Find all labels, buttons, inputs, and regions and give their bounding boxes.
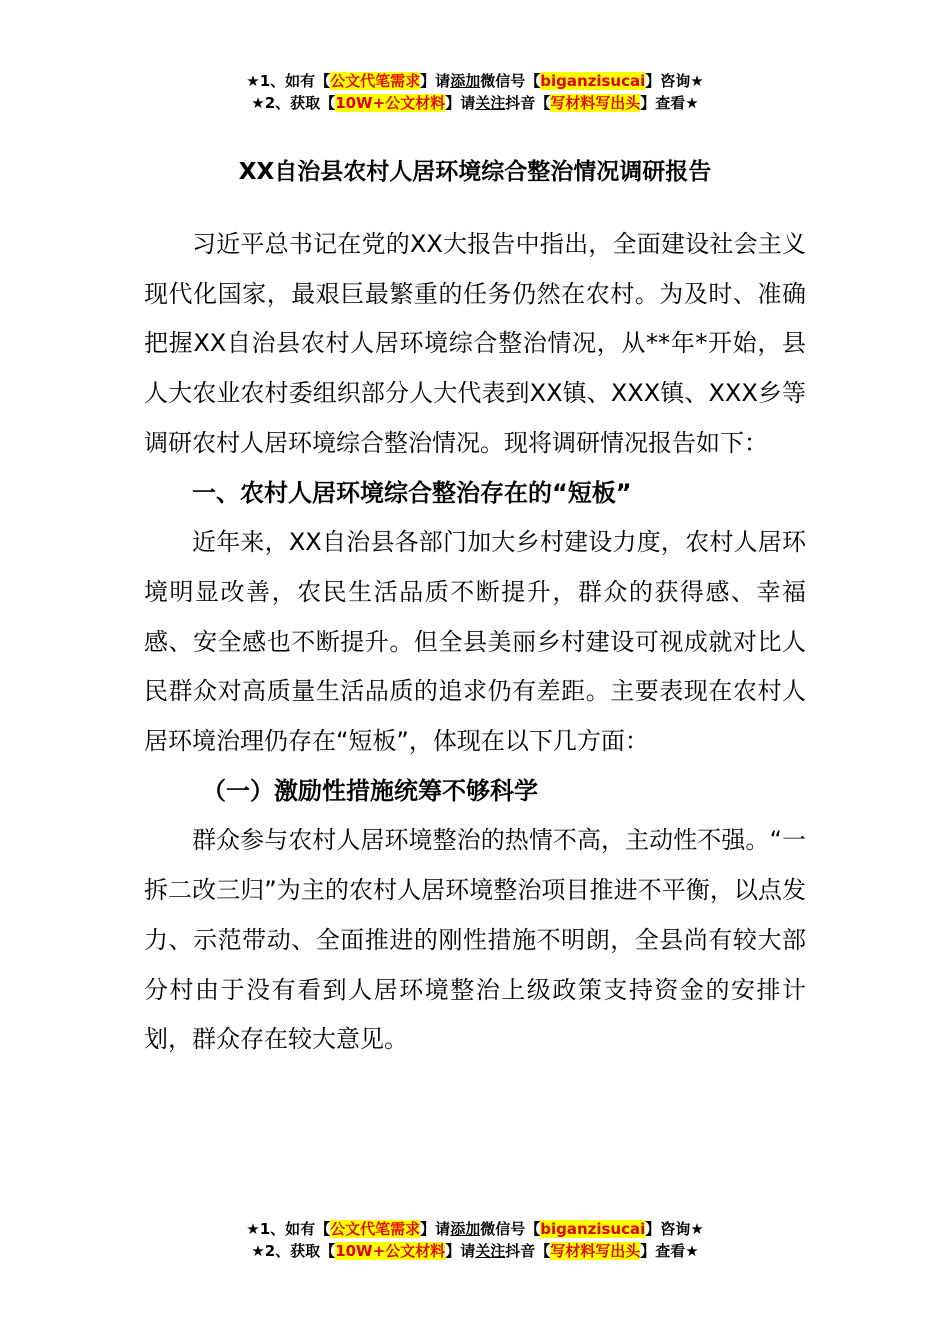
banner-line-1 (0, 70, 950, 92)
banner-highlight: 公文代笔需求 (330, 1220, 421, 1238)
banner-highlight: 10W+公文材料 (335, 94, 446, 112)
banner-text: 微信号【 (480, 1220, 541, 1238)
banner-line-2 (0, 1240, 950, 1262)
section-heading: 一、农村人居环境综合整治存在的“短板” (192, 478, 632, 507)
banner-underline: 关注 (475, 1242, 506, 1260)
subsection-paragraph: 群众参与农村人居环境整治的热情不高，主动性不强。“一拆二改三归”为主的农村人居环境整治项目推进不平衡，以点发力、示范带动、全面推进的刚性措施不明朗，全县尚有较大部分村由于没有看到人居环境整治上级政策支持资金的安排计划，群众存在较大意见。 (144, 826, 806, 1054)
banner-highlight: 公文代笔需求 (330, 72, 421, 90)
banner-text: 】请 (445, 94, 476, 112)
header-banner (0, 70, 950, 114)
banner-highlight: 10W+公文材料 (335, 1242, 446, 1260)
banner-line-1 (0, 1218, 950, 1240)
banner-text: 】请 (420, 72, 451, 90)
document-title: XX自治县农村人居环境综合整治情况调研报告 (238, 159, 712, 185)
banner-underline: 添加 (450, 72, 481, 90)
footer-banner (0, 1218, 950, 1262)
banner-text: 】咨询★ (645, 1220, 704, 1238)
banner-text: ★1、如有【 (246, 72, 331, 90)
banner-text: 抖音【 (505, 94, 551, 112)
banner-line-2 (0, 92, 950, 114)
banner-highlight-wechat-id: biganzisucai (540, 72, 646, 90)
banner-text: ★2、获取【 (251, 1242, 336, 1260)
banner-underline: 添加 (450, 1220, 481, 1238)
document-body (144, 220, 806, 1065)
banner-highlight-douyin-id: 写材料写出头 (550, 94, 641, 112)
banner-highlight-douyin-id: 写材料写出头 (550, 1242, 641, 1260)
subsection-heading: （一）激励性措施统筹不够科学 (202, 776, 538, 805)
banner-underline: 关注 (475, 94, 506, 112)
banner-text: 】查看★ (640, 94, 699, 112)
banner-text: 】请 (420, 1220, 451, 1238)
section-paragraph: 近年来，XX自治县各部门加大乡村建设力度，农村人居环境明显改善，农民生活品质不断提升，群众的获得感、幸福感、安全感也不断提升。但全县美丽乡村建设可视成就对比人民群众对高质量生活品质的追求仍有差距。主要表现在农村人居环境治理仍存在“短板”，体现在以下几方面： (144, 528, 806, 756)
banner-text: 】请 (445, 1242, 476, 1260)
intro-paragraph: 习近平总书记在党的XX大报告中指出，全面建设社会主义现代化国家，最艰巨最繁重的任务仍然在农村。为及时、准确把握XX自治县农村人居环境综合整治情况，从**年*开始，县人大农业农村委组织部分人大代表到XX镇、XXX镇、XXX乡等调研农村人居环境综合整治情况。现将调研情况报告如下： (144, 230, 806, 457)
banner-text: ★1、如有【 (246, 1220, 331, 1238)
banner-text: 】咨询★ (645, 72, 704, 90)
banner-text: 抖音【 (505, 1242, 551, 1260)
banner-text: 微信号【 (480, 72, 541, 90)
banner-highlight-wechat-id: biganzisucai (540, 1220, 646, 1238)
banner-text: 】查看★ (640, 1242, 699, 1260)
banner-text: ★2、获取【 (251, 94, 336, 112)
